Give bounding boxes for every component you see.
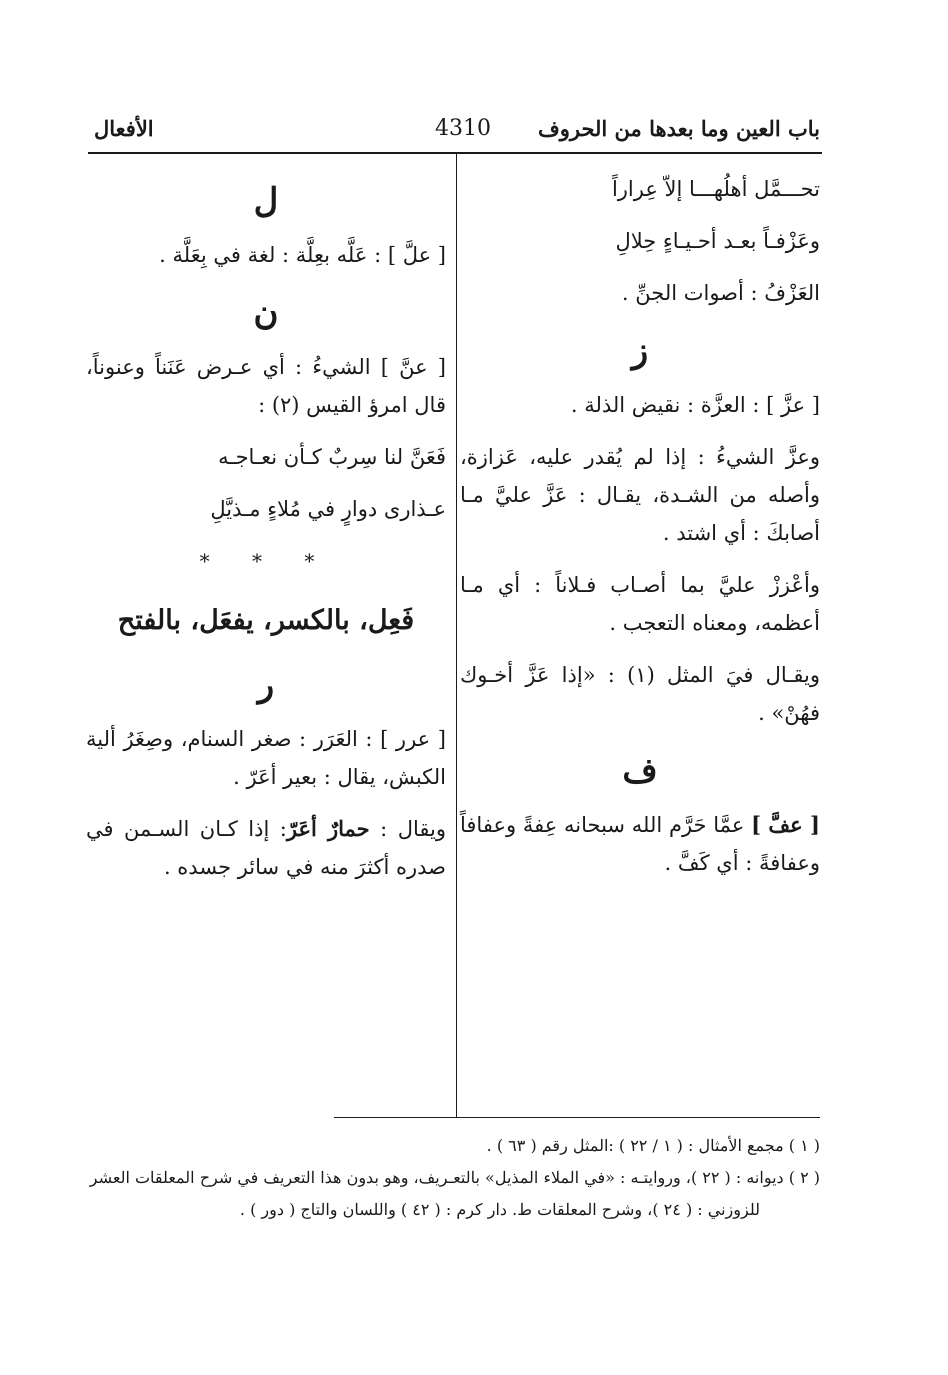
page-number: 4310 (435, 116, 491, 141)
section-heading: فَعِل، بالكسر، يفعَل، بالفتح (117, 605, 415, 636)
left-column (86, 170, 446, 900)
footnote-2: ( ٢ ) ديوانه : ( ٢٢ )، وروايتـه : «في الملاء المذيل» بالتعـريف، وهو بدون هذا التعريف في شرح المعلقات العشر (89, 1168, 820, 1187)
header-rule (88, 152, 822, 154)
right-column (460, 170, 820, 896)
entry-izz-proverb: ويقـال فيَ المثل (١) : «إذا عَزَّ أخـوك فهُنْ» . (460, 663, 820, 725)
entry-text: عمَّا حَرَّم الله سبحانه عِفةً وعفافاً وعفافةً : أي كَفَّ . (460, 813, 820, 875)
chapter-title: باب العين وما بعدها من الحروف (537, 116, 820, 141)
footnote-rule (334, 1117, 820, 1118)
section-title: الأفعال (94, 116, 154, 141)
section-separator: * * * (199, 549, 333, 573)
verse-line: تحـــمَّل أهلُهـــا إلاّ عِراراً (611, 177, 820, 201)
letter-heading-r: ر (257, 665, 275, 705)
entry-izz-paragraph: وعزَّ الشيءُ : إذا لم يُقدر عليه، عَزازة، وأصله من الشـدة، يقـال : عَزَّ عليَّ مـا أصابكَ : أي اشتد . (460, 445, 820, 545)
entry-izz: [ عزَّ ] : العزَّة : نقيض الذلة . (570, 393, 820, 417)
verse-line: عـذارى دوارٍ في مُلاءٍ مـذيَّلِ (210, 497, 446, 521)
letter-heading-z: ز (631, 331, 649, 371)
entry-arr-paragraph (86, 810, 446, 886)
entry-azf: العَزْفُ : أصوات الجنِّ . (621, 281, 820, 305)
letter-heading-n: ن (253, 293, 279, 333)
entry-text: ويقال : (369, 817, 446, 841)
footnotes (86, 1130, 820, 1226)
letter-heading-f: ف (622, 751, 658, 791)
verse-line: وعَزْفـاً بعـد أحـيـاءٍ حِلالِ (615, 229, 820, 253)
footnote-1: ( ١ ) مجمع الأمثال : ( ١ / ٢٢ ) :المثل رقم ( ٦٣ ) . (486, 1136, 820, 1155)
entry-term: [ عفَّ ] (751, 812, 820, 837)
page-header (90, 112, 820, 152)
entry-all: [ علَّ ] : عَلَّه بعِلَّة : لغة في بِعَلَّة . (159, 243, 446, 267)
verse-line: فَعَنَّ لنا سِربٌ كـأن نعـاجـه (218, 445, 446, 469)
entry-izz-paragraph: وأعْززْ عليَّ بما أصـاب فـلاناً : أي مـا أعظمه، ومعناه التعجب . (460, 573, 820, 635)
entry-term: حمارٌ أعَرّ (286, 816, 370, 841)
letter-heading-l: ل (253, 181, 279, 221)
entry-text: : إذا كـان السـمن في صدره أكثرَ منه في سائر جسده . (86, 817, 446, 879)
footnote-2-continued: للزوزني : ( ٢٤ )، وشرح المعلقات ط. دار كرم : ( ٤٢ ) واللسان والتاج ( دور ) . (239, 1200, 760, 1219)
column-divider (456, 154, 457, 1118)
entry-ann: [ عنَّ ] الشيءُ : أي عـرض عَنَناً وعنوناً، قال امرؤ القيس (٢) : (86, 355, 446, 417)
entry-arr: [ عرر ] : العَرَر : صغر السنام، وصِغَرُ ألية الكبش، يقال : بعير أعَرّ . (86, 727, 446, 789)
entry-iff (460, 806, 820, 882)
